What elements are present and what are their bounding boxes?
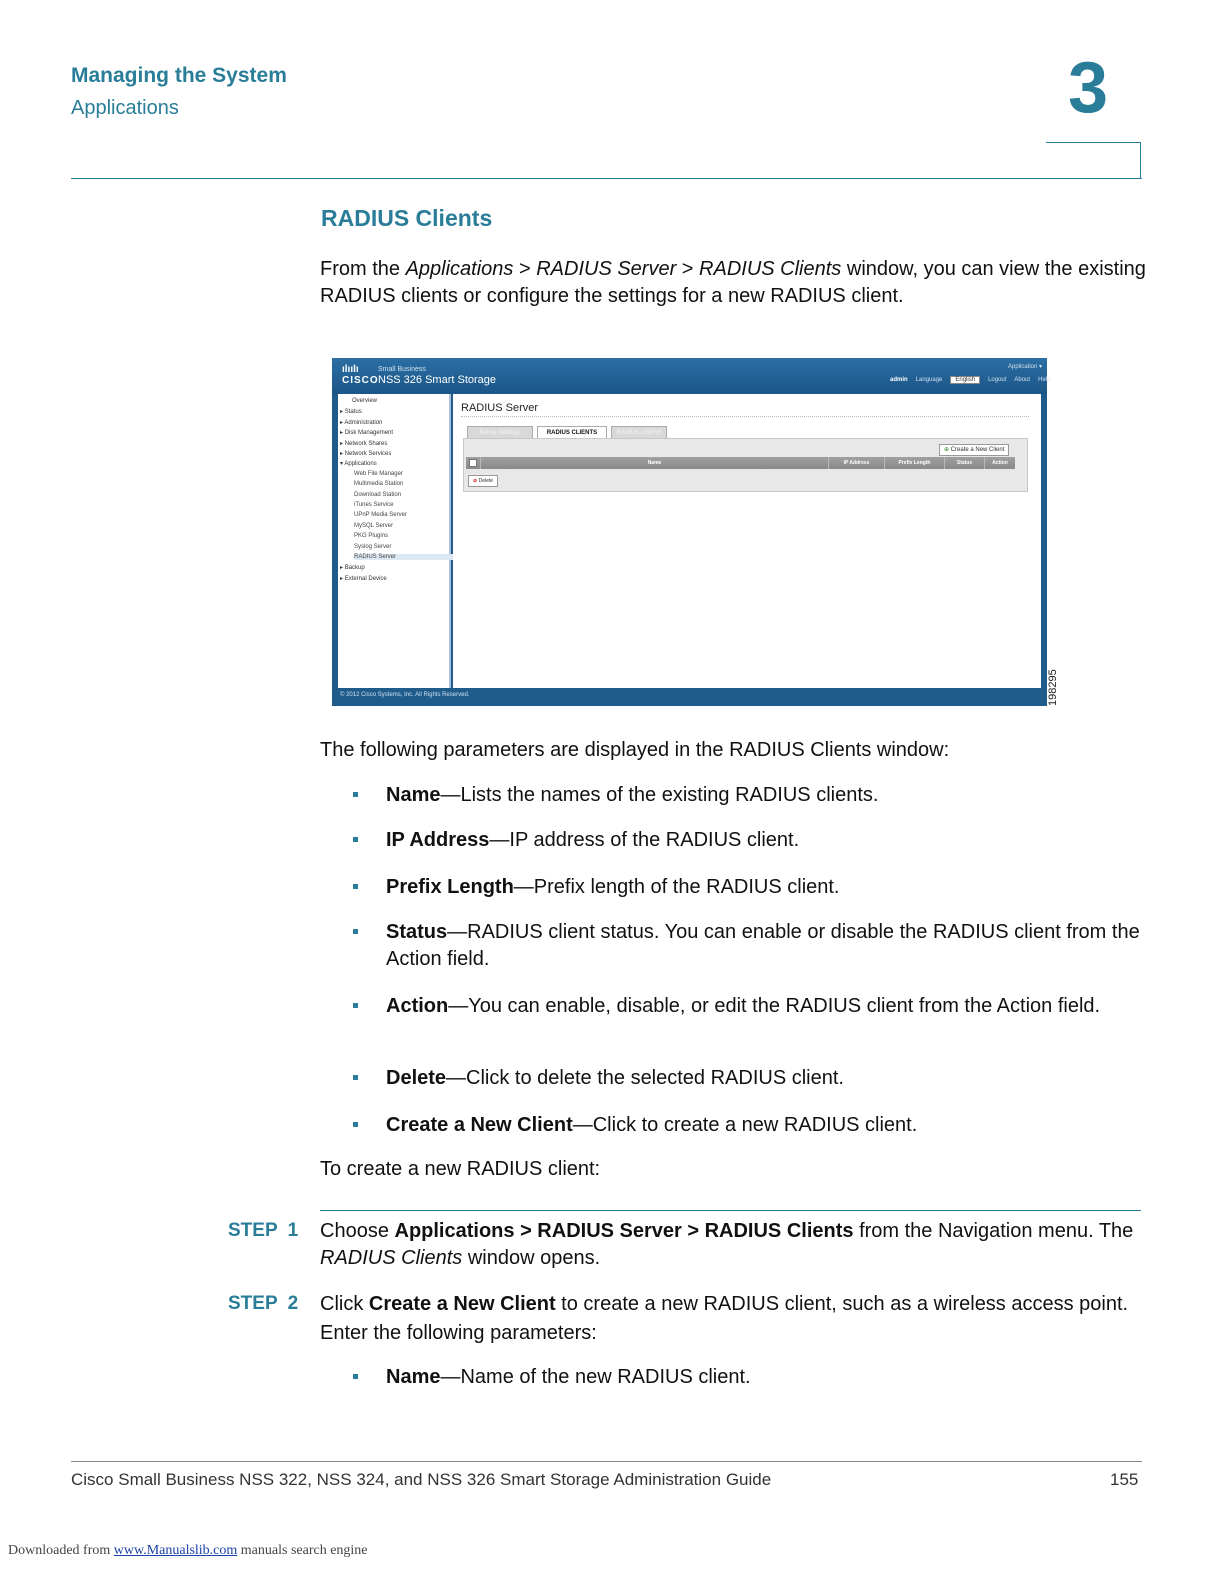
download-note: Downloaded from www.Manualslib.com manuals search engine bbox=[8, 1543, 368, 1558]
tab-radius-users[interactable]: RADIUS USERS bbox=[611, 426, 667, 438]
manualslib-link[interactable]: www.Manualslib.com bbox=[113, 1543, 238, 1558]
title-divider bbox=[461, 416, 1029, 417]
logout-link[interactable]: Logout bbox=[988, 377, 1007, 383]
header-divider bbox=[71, 178, 1142, 179]
bullet-icon bbox=[353, 1374, 358, 1379]
page-heading: RADIUS Clients bbox=[321, 205, 493, 231]
nav-item-external-device[interactable]: ▸ External Device bbox=[340, 575, 387, 582]
bullet-icon bbox=[353, 792, 358, 797]
intro-post: window, you can view the existing RADIUS clients or configure the settings for a new RADIUS client. bbox=[320, 258, 1146, 307]
nav-item-pkg-plugins[interactable]: PKG Plugins bbox=[354, 533, 389, 540]
delete-button[interactable]: ⊘ Delete bbox=[468, 475, 498, 487]
nav-arrow-icon: ▸ bbox=[340, 430, 345, 437]
intro-pre: From the bbox=[320, 258, 406, 280]
nav-arrow-icon: ▸ bbox=[340, 575, 345, 582]
nav-item-web-file-manager[interactable]: Web File Manager bbox=[354, 470, 403, 477]
step-divider bbox=[320, 1210, 1141, 1211]
navigation-menu bbox=[338, 394, 451, 688]
small-business-label: Small Business bbox=[378, 366, 426, 373]
column-prefix-length[interactable]: Prefix Length bbox=[884, 457, 944, 469]
step-1-label: STEP 1 bbox=[228, 1220, 299, 1241]
chapter-number: 3 bbox=[1068, 48, 1109, 128]
nav-arrow-icon: ▸ bbox=[340, 440, 345, 447]
tab-radius-clients[interactable]: RADIUS CLIENTS bbox=[537, 426, 607, 438]
step-1-text: Choose Applications > RADIUS Server > RADIUS Clients from the Navigation menu. The RADIUS Clients window opens. bbox=[320, 1220, 1134, 1269]
step-2-label: STEP 2 bbox=[228, 1293, 299, 1314]
nav-item-disk-management[interactable]: ▸ Disk Management bbox=[340, 430, 394, 437]
about-link[interactable]: About bbox=[1014, 377, 1031, 383]
create-intro: To create a new RADIUS client: bbox=[320, 1158, 601, 1180]
column-ip-address[interactable]: IP Address bbox=[828, 457, 884, 469]
copyright-footer: © 2012 Cisco Systems, Inc. All Rights Reserved. bbox=[340, 692, 470, 698]
nav-arrow-icon: ▸ bbox=[340, 409, 345, 416]
clients-panel bbox=[463, 438, 1028, 492]
nav-arrow-icon: ▸ bbox=[340, 419, 345, 426]
bullet-icon bbox=[353, 929, 358, 934]
user-name: admin bbox=[890, 377, 908, 383]
chapter-title: Managing the System bbox=[71, 64, 287, 87]
topbar-links bbox=[890, 376, 1050, 384]
nav-item-administration[interactable]: ▸ Administration bbox=[340, 419, 383, 426]
nav-item-network-services[interactable]: ▸ Network Services bbox=[340, 451, 392, 457]
footer-title: Cisco Small Business NSS 322, NSS 324, and NSS 326 Smart Storage Administration Guide bbox=[71, 1470, 772, 1489]
step-2-text: Click Create a New Client to create a new RADIUS client, such as a wireless access point. Enter the following parameters: bbox=[320, 1293, 1129, 1344]
nav-item-download-station[interactable]: Download Station bbox=[354, 491, 402, 498]
add-icon: ⊕ bbox=[944, 447, 950, 453]
intro-sep: > bbox=[676, 258, 700, 280]
column-status[interactable]: Status bbox=[944, 457, 984, 469]
application-menu[interactable]: Application ▾ bbox=[1008, 364, 1043, 370]
radius-server-title: RADIUS Server bbox=[461, 402, 539, 414]
clients-table-header bbox=[466, 457, 1015, 469]
section-title: Applications bbox=[71, 97, 179, 119]
intro-paragraph bbox=[320, 256, 1150, 310]
bullet-icon bbox=[353, 1122, 358, 1127]
nav-arrow-icon: ▸ bbox=[340, 451, 345, 457]
intro-path-radius-server: RADIUS Server bbox=[536, 258, 677, 280]
column-action[interactable]: Action bbox=[984, 457, 1015, 469]
nav-arrow-icon: ▸ bbox=[340, 565, 345, 572]
nav-item-syslog-server[interactable]: Syslog Server bbox=[354, 543, 392, 550]
nav-item-status[interactable]: ▸ Status bbox=[340, 409, 362, 416]
nav-item-upnp-media-server[interactable]: UPnP Media Server bbox=[354, 512, 407, 519]
nav-item-itunes-service[interactable]: iTunes Service bbox=[354, 502, 394, 508]
cisco-bars-icon: ılıılı bbox=[342, 364, 359, 375]
screenshot-main-panel bbox=[453, 394, 1041, 688]
chapter-number-box bbox=[1046, 142, 1141, 178]
nav-item-multimedia-station[interactable]: Multimedia Station bbox=[354, 481, 404, 488]
product-name: NSS 326 Smart Storage bbox=[378, 374, 497, 386]
bullet-icon bbox=[353, 837, 358, 842]
params-intro: The following parameters are displayed in the RADIUS Clients window: bbox=[320, 739, 950, 761]
intro-sep: > bbox=[513, 258, 537, 280]
footer-divider bbox=[71, 1461, 1142, 1462]
radius-clients-screenshot bbox=[332, 358, 1051, 706]
select-all-checkbox[interactable] bbox=[469, 459, 477, 467]
intro-path-radius-clients: RADIUS Clients bbox=[699, 258, 842, 280]
cisco-logo: ılıılı CISCO bbox=[342, 364, 379, 386]
nav-item-overview[interactable]: Overview bbox=[352, 398, 378, 404]
nav-item-applications[interactable]: ▾ Applications bbox=[340, 461, 377, 468]
nav-arrow-icon: ▾ bbox=[340, 461, 345, 468]
nav-item-mysql-server[interactable]: MySQL Server bbox=[354, 522, 394, 529]
bullet-icon bbox=[353, 1003, 358, 1008]
column-name[interactable]: Name bbox=[480, 457, 828, 469]
delete-icon: ⊘ bbox=[473, 478, 478, 484]
language-select[interactable]: English bbox=[950, 376, 980, 384]
intro-path-applications: Applications bbox=[405, 258, 514, 280]
nav-item-radius-server[interactable]: RADIUS Server bbox=[354, 554, 459, 560]
tab-server-settings[interactable]: Server Settings bbox=[467, 426, 533, 438]
bullet-icon bbox=[353, 884, 358, 889]
create-new-client-button[interactable]: ⊕ Create a New Client bbox=[939, 444, 1009, 456]
figure-id: 198295 bbox=[1047, 669, 1059, 706]
page-number: 155 bbox=[1110, 1470, 1139, 1489]
help-link[interactable]: Help bbox=[1038, 377, 1051, 383]
bullet-icon bbox=[353, 1075, 358, 1080]
language-label: Language bbox=[915, 377, 943, 383]
nav-item-network-shares[interactable]: ▸ Network Shares bbox=[340, 440, 388, 447]
nav-item-backup[interactable]: ▸ Backup bbox=[340, 565, 365, 572]
screenshot-topbar bbox=[332, 358, 1051, 394]
